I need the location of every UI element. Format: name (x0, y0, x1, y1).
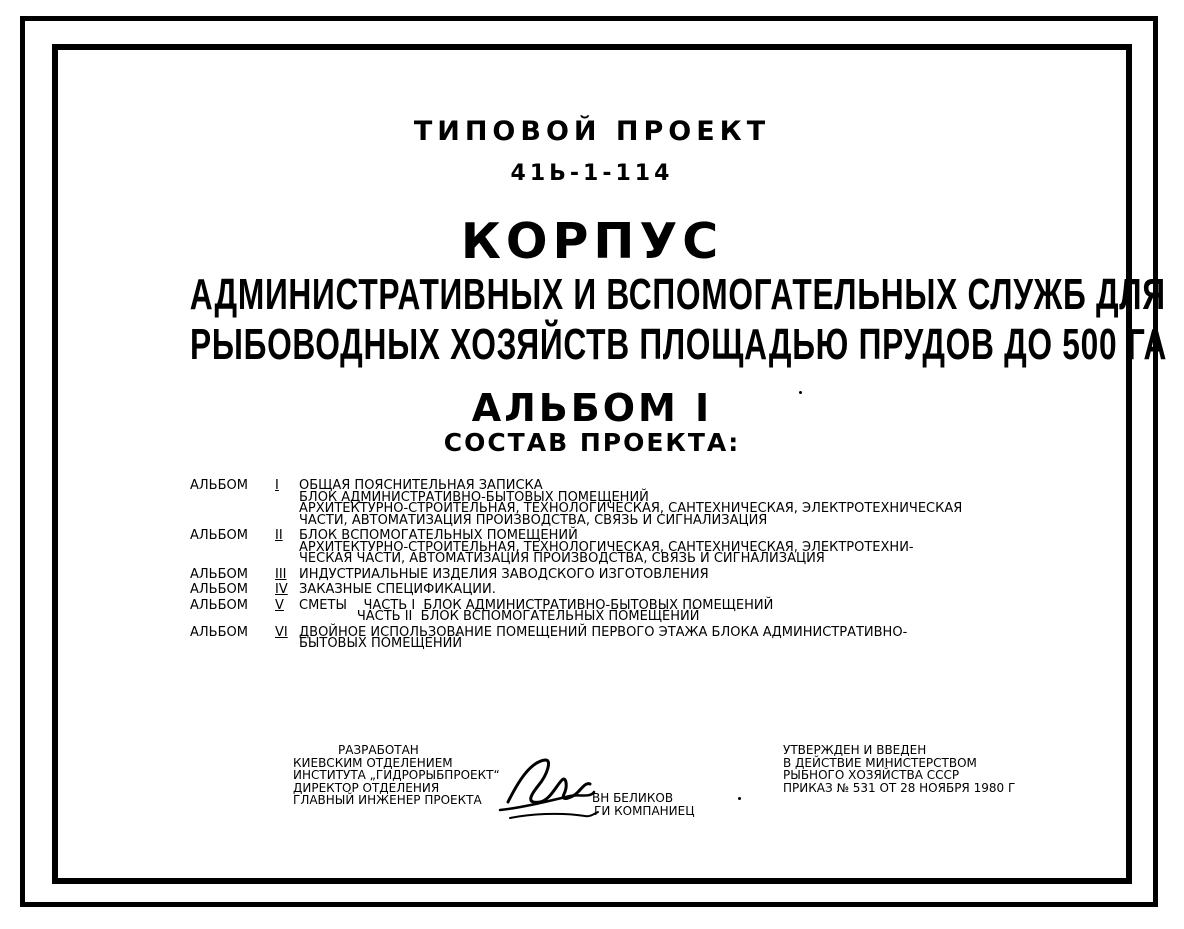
composition-heading: СОСТАВ ПРОЕКТА: (443, 428, 741, 457)
album-list-item: АЛЬБОМ VI ДВОЙНОЕ ИСПОЛЬЗОВАНИЕ ПОМЕЩЕНИЙ ПЕРВОГО ЭТАЖА БЛОКА АДМИНИСТРАТИВНО- БЫТОВЫХ ПОМЕЩЕНИЙ (190, 624, 908, 651)
developer-block: РАЗРАБОТАН КИЕВСКИМ ОТДЕЛЕНИЕМ ИНСТИТУТА „ГИДРОРЫБПРОЕКТ“ ДИРЕКТОР ОТДЕЛЕНИЯ ГЛАВНЫЙ ИНЖЕНЕР ПРОЕКТА (293, 743, 500, 807)
approval-block: УТВЕРЖДЕН И ВВЕДЕН В ДЕЙСТВИЕ МИНИСТЕРСТВОМ РЫБНОГО ХОЗЯЙСТВА СССР ПРИКАЗ № 531 ОТ 28 НОЯБРЯ 1980 Г (783, 743, 1016, 795)
album-title: АЛЬБОМ I (471, 386, 713, 430)
subtitle-line-2: РЫБОВОДНЫХ ХОЗЯЙСТВ ПЛОЩАДЬЮ ПРУДОВ ДО 500 ГА (189, 320, 1168, 369)
album-list-item: АЛЬБОМ V СМЕТЫ ЧАСТЬ I БЛОК АДМИНИСТРАТИВНО-БЫТОВЫХ ПОМЕЩЕНИЙ ЧАСТЬ II БЛОК ВСПОМОГАТЕЛЬНЫХ ПОМЕЩЕНИЙ (190, 597, 774, 624)
stray-dot (738, 797, 741, 800)
album-list (190, 480, 1020, 654)
album-list-item: АЛЬБОМ I ОБЩАЯ ПОЯСНИТЕЛЬНАЯ ЗАПИСКА БЛОК АДМИНИСТРАТИВНО-БЫТОВЫХ ПОМЕЩЕНИЙ АРХИТЕКТУРНО-СТРОИТЕЛЬНАЯ, ТЕХНОЛОГИЧЕСКАЯ, САНТЕХНИЧЕСКАЯ, ЭЛЕКТРОТЕХНИЧЕСКАЯ ЧАСТИ, АВТОМАТИЗАЦИЯ ПРОИЗВОДСТВА, СВЯЗЬ И СИГНАЛИЗАЦИЯ (190, 478, 963, 528)
developer-heading: РАЗРАБОТАН (338, 743, 419, 757)
album-list-item: АЛЬБОМ II БЛОК ВСПОМОГАТЕЛЬНЫХ ПОМЕЩЕНИЙ АРХИТЕКТУРНО-СТРОИТЕЛЬНАЯ, ТЕХНОЛОГИЧЕСКАЯ, САНТЕХНИЧЕСКАЯ, ЭЛЕКТРОТЕХНИ- ЧЕСКАЯ ЧАСТИ, АВТОМАТИЗАЦИЯ ПРОИЗВОДСТВА, СВЯЗЬ И СИГНАЛИЗАЦИЯ (190, 528, 914, 566)
project-type-label: ТИПОВОЙ ПРОЕКТ (413, 116, 771, 147)
signer-chief-engineer: ГИ КОМПАНИЕЦ (594, 804, 695, 818)
stray-dot (799, 391, 802, 394)
album-list-item: АЛЬБОМ III ИНДУСТРИАЛЬНЫЕ ИЗДЕЛИЯ ЗАВОДСКОГО ИЗГОТОВЛЕНИЯ (190, 566, 709, 582)
main-title: КОРПУС (460, 213, 724, 270)
signer-director: ВН БЕЛИКОВ (592, 791, 674, 805)
subtitle-line-1: АДМИНИСТРАТИВНЫХ И ВСПОМОГАТЕЛЬНЫХ СЛУЖБ ДЛЯ (189, 270, 1166, 319)
project-code: 41Ь-1-114 (510, 161, 674, 186)
album-list-item: АЛЬБОМ IV ЗАКАЗНЫЕ СПЕЦИФИКАЦИИ. (190, 582, 496, 597)
